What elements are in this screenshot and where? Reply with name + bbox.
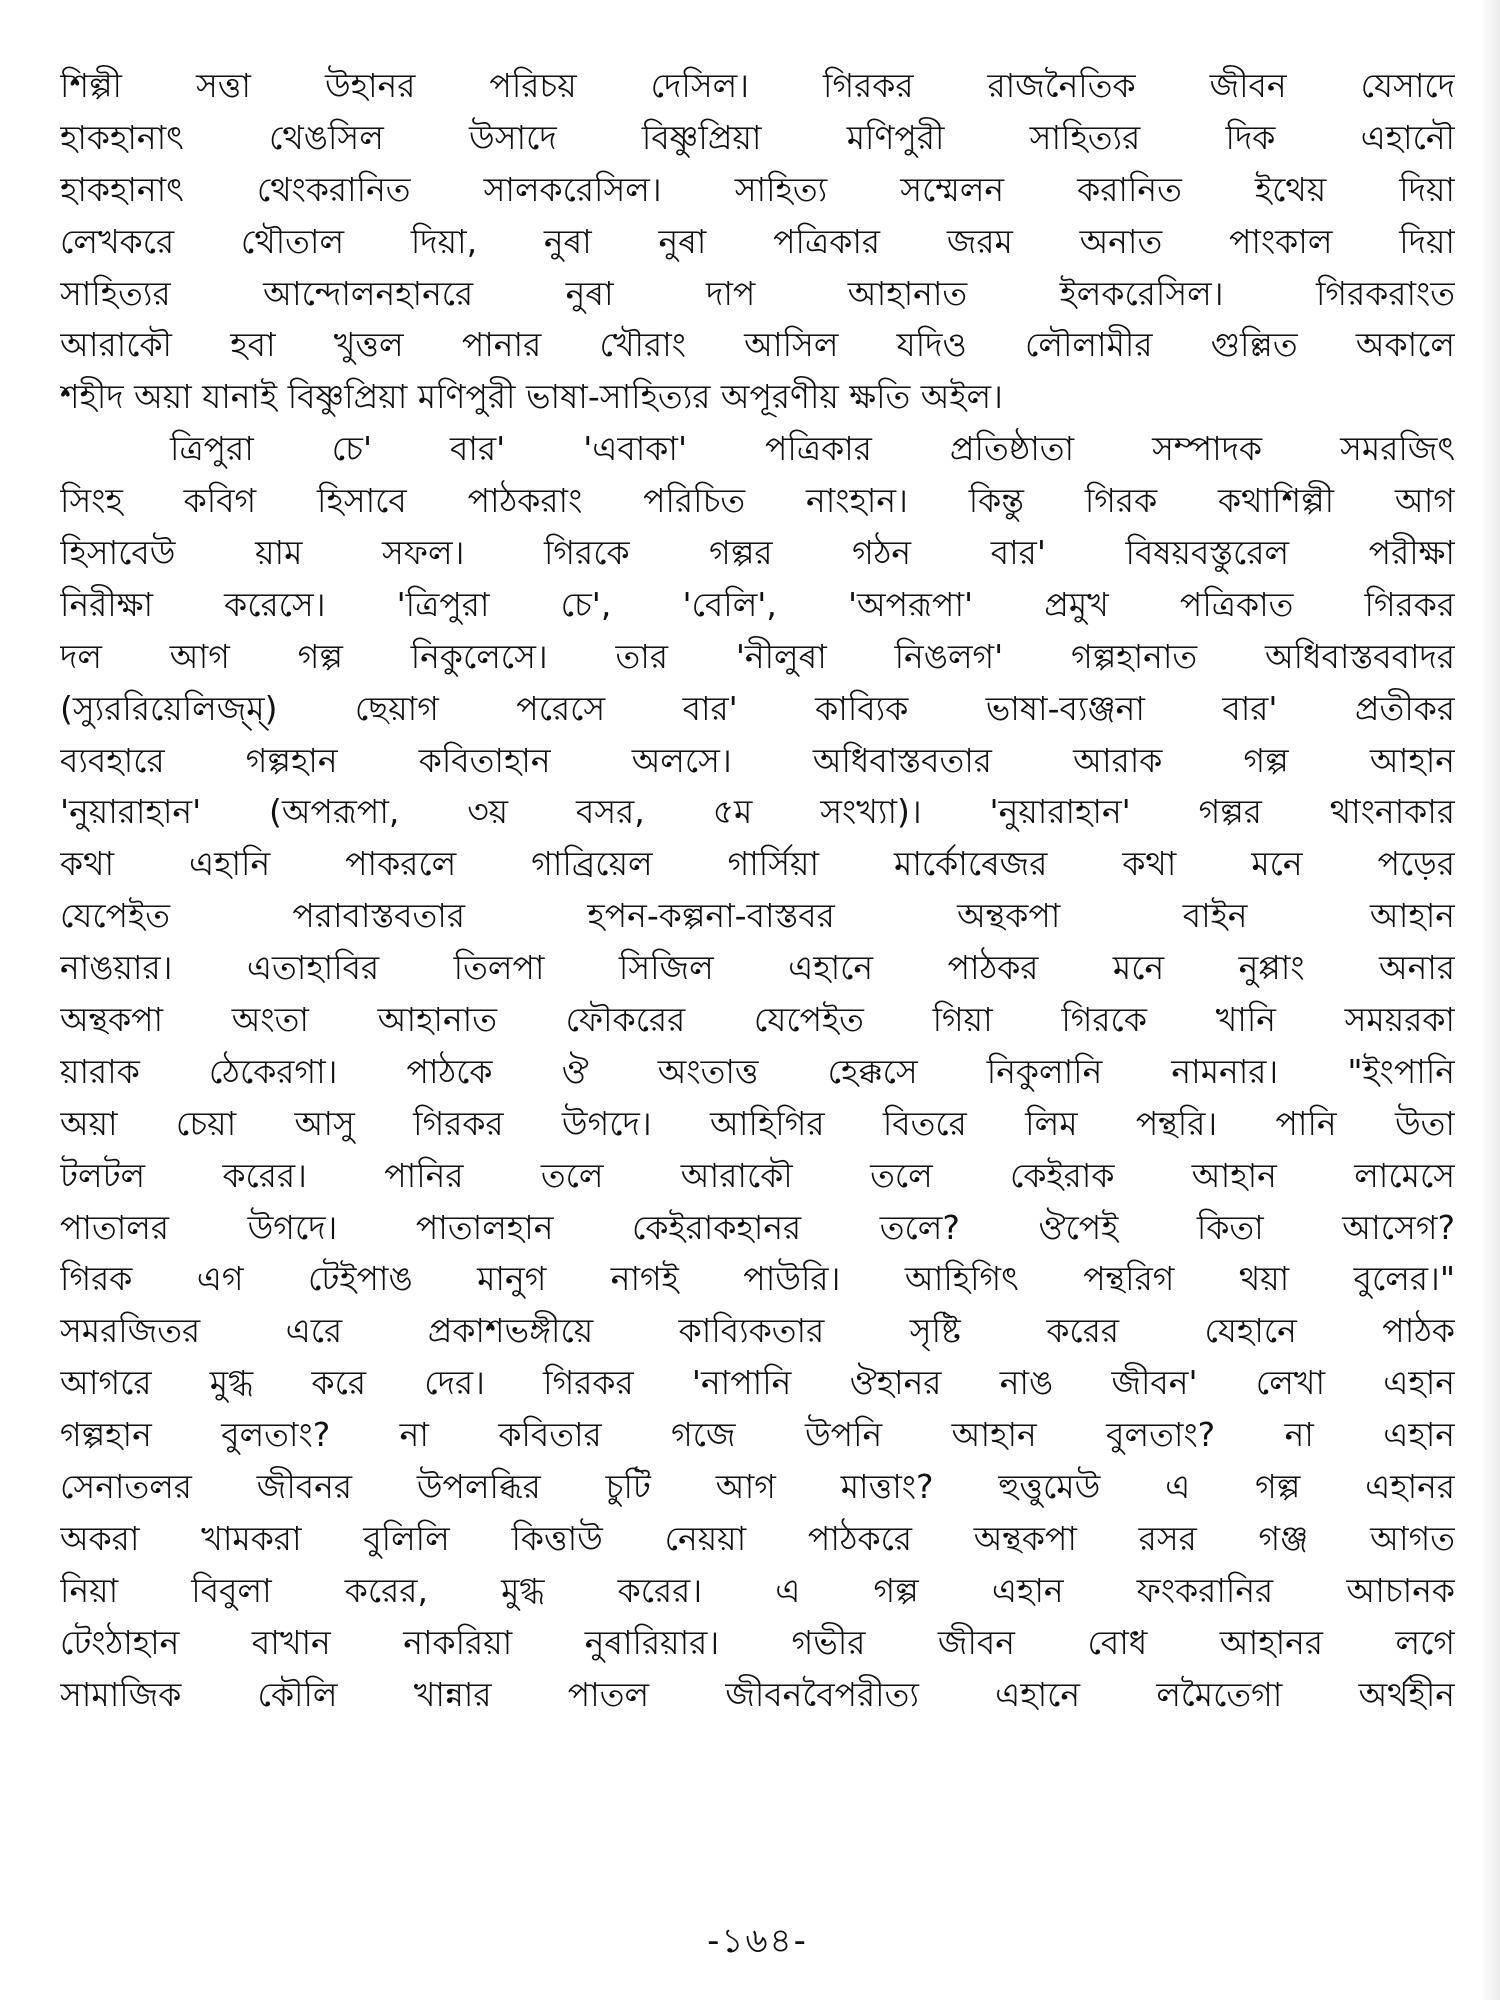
text-line: অন্থকপা অংতা আহানাত ফৌকরের যেপেইত গিয়া গিরকে খানি সময়রকা xyxy=(60,1000,1455,1040)
text-line: লেখকরে থৌতাল দিয়া, নুৰা নুৰা পত্রিকার জরম অনাত পাংকাল দিয়া xyxy=(60,221,1455,261)
text-line: (স্যুররিয়েলিজ্‌ম্) ছেয়াগ পরেসে বার' কাব্যিক ভাষা-ব্যঞ্জনা বার' প্রতীকর xyxy=(60,688,1455,728)
text-line: পাতালর উগদে। পাতালহান কেইরাকহানর তলে? ঔপেই কিতা আসেগ? xyxy=(60,1207,1455,1247)
text-line: হিসাবেউ য়াম সফল। গিরকে গল্পর গঠন বার' বিষয়বস্তুরেল পরীক্ষা xyxy=(60,533,1455,573)
paragraph xyxy=(60,423,1455,1720)
text-line: যেপেইত পরাবাস্তবতার হপন-কল্পনা-বাস্তবর অন্থকপা বাইন আহান xyxy=(60,896,1455,936)
text-line: অকরা খামকরা বুলিলি কিত্তাউ নেয়য়া পাঠকরে অন্থকপা রসর গঞ্জ আগত xyxy=(60,1518,1455,1558)
text-line: হাকহানাৎ থেঙসিল উসাদে বিষ্ণুপ্রিয়া মণিপুরী সাহিত্যর দিক এহানৌ xyxy=(60,117,1455,157)
text-line: গল্পহান বুলতাং? না কবিতার গজে উপনি আহান বুলতাং? না এহান xyxy=(60,1415,1455,1455)
body-text xyxy=(60,60,1455,1721)
text-line: হাকহানাৎ থেংকরানিত সালকরেসিল। সাহিত্য সম্মেলন করানিত ইথেয় দিয়া xyxy=(60,169,1455,209)
text-line: কথা এহানি পাকরলে গাব্রিয়েল গার্সিয়া মার্কোৰেজর কথা মনে পড়ের xyxy=(60,844,1455,884)
text-line: শিল্পী সত্তা উহানর পরিচয় দেসিল। গিরকর রাজনৈতিক জীবন যেসাদে xyxy=(60,66,1455,105)
book-page xyxy=(60,60,1455,1961)
text-line: নিয়া বিবুলা করের, মুগ্ধ করের। এ গল্প এহান ফংকরানির আচানক xyxy=(60,1570,1455,1610)
text-line: ত্রিপুরা চে' বার' 'এবাকা' পত্রিকার প্রতিষ্ঠাতা সম্পাদক সমরজিৎ xyxy=(170,429,1455,469)
page-edge-shadow xyxy=(1480,0,1500,2000)
text-line: ব্যবহারে গল্পহান কবিতাহান অলসে। অধিবাস্তবতার আরাক গল্প আহান xyxy=(60,740,1455,780)
text-line: নিরীক্ষা করেসে। 'ত্রিপুরা চে', 'বেলি', 'অপরূপা' প্রমুখ পত্রিকাত গিরকর xyxy=(60,584,1455,624)
text-line: শহীদ অয়া যানাই বিষ্ণুপ্রিয়া মণিপুরী ভাষা-সাহিত্যর অপূরণীয় ক্ষতি অইল। xyxy=(60,377,1003,417)
page-number: -১৬৪- xyxy=(707,1921,808,1961)
paragraph xyxy=(60,60,1455,423)
text-line: গিরক এগ টেইপাঙ মানুগ নাগই পাউরি। আহিগিৎ পন্থরিগ থয়া বুলের।" xyxy=(60,1259,1455,1299)
text-line: নাঙয়ার। এতাহাবির তিলপা সিজিল এহানে পাঠকর মনে নুপ্পাং অনার xyxy=(60,948,1455,988)
text-line: সাহিত্যর আন্দোলনহানরে নুৰা দাপ আহানাত ইলকরেসিল। গিরকরাংত xyxy=(60,273,1455,313)
text-line: দল আগ গল্প নিকুলেসে। তার 'নীলুৰা নিঙলগ' গল্পহানাত অধিবাস্তববাদর xyxy=(60,636,1455,676)
text-line: অয়া চেয়া আসু গিরকর উগদে। আহিগির বিতরে লিম পন্থরি। পানি উতা xyxy=(60,1103,1455,1143)
text-line: সামাজিক কৌলি খান্নার পাতল জীবনবৈপরীত্য এহানে লমৈতেগা অর্থহীন xyxy=(60,1674,1455,1714)
text-line: টেংঠাহান বাখান নাকরিয়া নুৰারিয়ার। গভীর জীবন বোধ আহানর লগে xyxy=(60,1622,1455,1662)
text-line: 'নুয়ারাহান' (অপরূপা, ৩য় বসর, ৫ম সংখ্যা)। 'নুয়ারাহান' গল্পর থাংনাকার xyxy=(60,792,1455,832)
text-line: আগরে মুগ্ধ করে দের। গিরকর 'নাপানি ঔহানর নাঙ জীবন' লেখা এহান xyxy=(60,1363,1455,1403)
text-line: য়ারাক ঠেকেরগা। পাঠকে ঔ অংতাত্ত হেক্কসে নিকুলানি নামনার। "ইংপানি xyxy=(60,1051,1455,1091)
text-line: সেনাতলর জীবনর উপলব্ধির চুটি আগ মাত্তাং? হুত্তুমেউ এ গল্প এহানর xyxy=(60,1467,1455,1507)
text-line: টলটল করের। পানির তলে আরাকৌ তলে কেইরাক আহান লামেসে xyxy=(60,1155,1455,1195)
text-line: সমরজিতর এরে প্রকাশভঙ্গীয়ে কাব্যিকতার সৃষ্টি করের যেহানে পাঠক xyxy=(60,1311,1455,1351)
text-line: আরাকৌ হবা খুত্তল পানার খৌরাং আসিল যদিও লৌলামীর গুল্লিত অকালে xyxy=(60,325,1455,365)
text-line: সিংহ কবিগ হিসাবে পাঠকরাং পরিচিত নাংহান। কিন্তু গিরক কথাশিল্পী আগ xyxy=(60,481,1455,521)
